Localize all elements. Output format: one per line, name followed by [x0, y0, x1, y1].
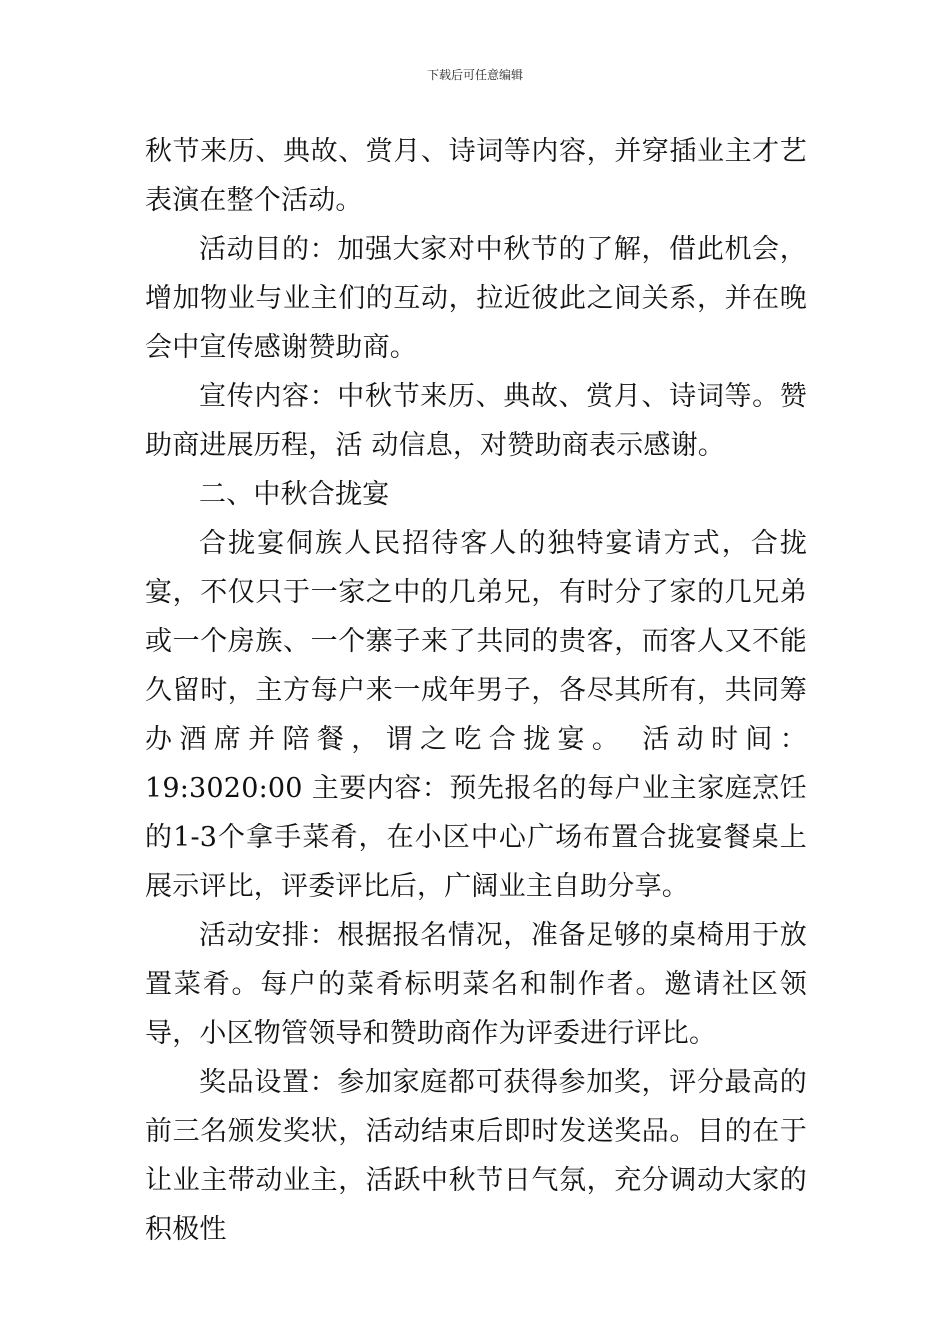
paragraph-banquet-description: 合拢宴侗族人民招待客人的独特宴请方式，合拢宴，不仅只于一家之中的几弟兄，有时分了家的几兄弟或一个房族、一个寨子来了共同的贵客，而客人又不能久留时，主方每户来一成年男子，各尽其所有，共同筹办酒席并陪餐，谓之吃合拢宴。 活动时间：19:3020:00 主要内容：预先报名的每户业主家庭烹饪的1-3个拿手菜肴，在小区中心广场布置合拢宴餐桌上展示评比，评委评比后，广阔业主自助分享。: [145, 528, 807, 902]
document-body: [145, 127, 807, 1254]
paragraph-publicity-content: 宣传内容：中秋节来历、典故、赏月、诗词等。赞助商进展历程，活 动信息，对赞助商表示感谢。: [145, 381, 807, 461]
section-heading: 二、中秋合拢宴: [199, 479, 390, 510]
paragraph-prize-settings: 奖品设置：参加家庭都可获得参加奖，评分最高的前三名颁发奖状，活动结束后即时发送奖品。目的在于让业主带动业主，活跃中秋节日气氛，充分调动大家的积极性: [145, 1067, 807, 1245]
paragraph-activity-purpose: 活动目的：加强大家对中秋节的了解，借此机会，增加物业与业主们的互动，拉近彼此之间关系，并在晚会中宣传感谢赞助商。: [145, 234, 807, 363]
paragraph-activity-arrangement: 活动安排：根据报名情况，准备足够的桌椅用于放置菜肴。每户的菜肴标明菜名和制作者。邀请社区领导，小区物管领导和赞助商作为评委进行评比。: [145, 920, 807, 1049]
paragraph-intro-continuation: 秋节来历、典故、赏月、诗词等内容，并穿插业主才艺表演在整个活动。: [145, 136, 807, 216]
page-header: 下载后可任意编辑: [426, 68, 523, 82]
